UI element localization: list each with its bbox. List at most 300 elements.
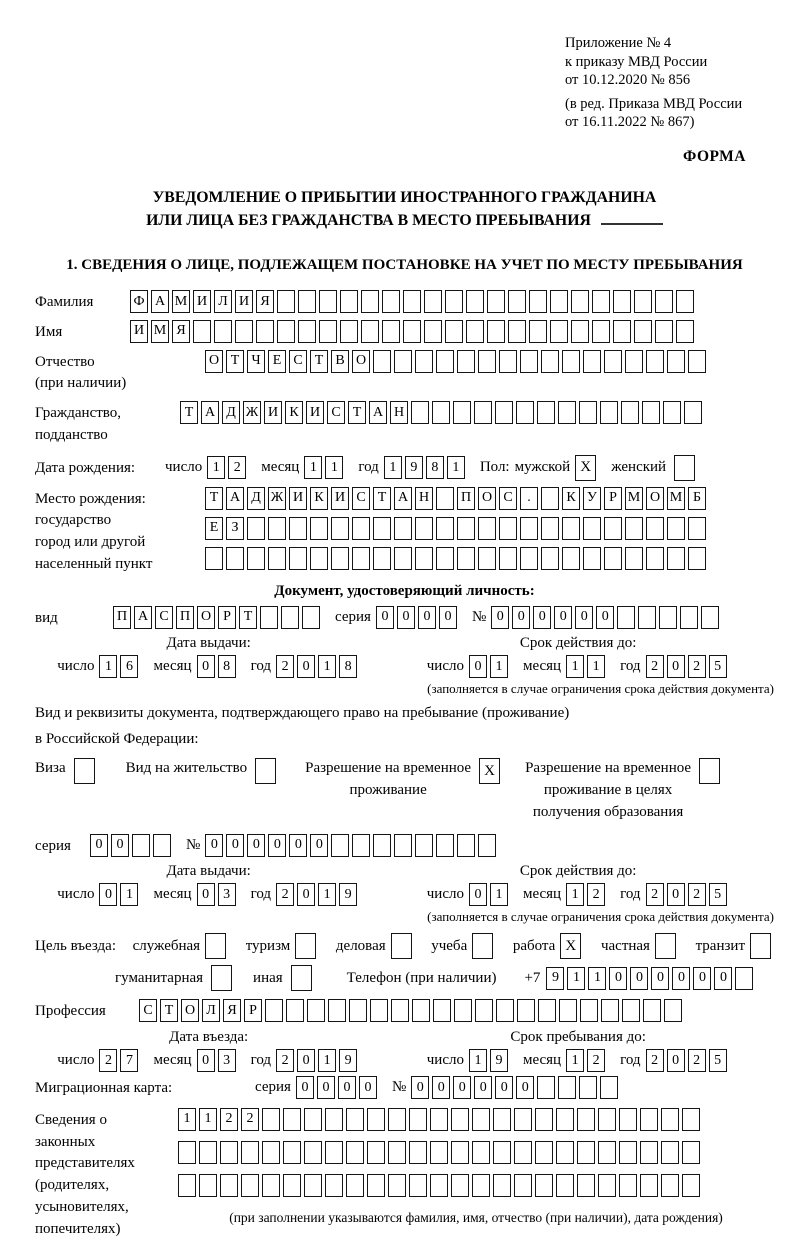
char-cell[interactable]	[619, 1141, 637, 1164]
char-cell[interactable]	[735, 967, 753, 990]
char-cell[interactable]: 0	[469, 655, 487, 678]
char-cell[interactable]	[302, 606, 320, 629]
char-cell[interactable]	[643, 999, 661, 1022]
char-cell[interactable]: Н	[390, 401, 408, 424]
char-cell[interactable]	[310, 517, 328, 540]
checkbox-cell[interactable]	[674, 455, 695, 481]
char-cell[interactable]	[153, 834, 171, 857]
char-cell[interactable]: Л	[202, 999, 220, 1022]
char-cell[interactable]: 9	[339, 1049, 357, 1072]
char-cell[interactable]: 0	[289, 834, 307, 857]
char-cell[interactable]	[436, 350, 454, 373]
char-cell[interactable]	[424, 290, 442, 313]
char-cell[interactable]	[538, 999, 556, 1022]
char-cell[interactable]: 0	[651, 967, 669, 990]
char-cell[interactable]: 0	[667, 883, 685, 906]
char-cell[interactable]	[373, 517, 391, 540]
char-cell[interactable]	[340, 290, 358, 313]
char-cell[interactable]	[667, 517, 685, 540]
char-cell[interactable]: 8	[339, 655, 357, 678]
char-cell[interactable]: 1	[325, 456, 343, 479]
char-cell[interactable]	[457, 547, 475, 570]
char-cell[interactable]	[600, 401, 618, 424]
char-cell[interactable]: 1	[304, 456, 322, 479]
char-cell[interactable]	[403, 320, 421, 343]
char-cell[interactable]	[325, 1108, 343, 1131]
char-cell[interactable]: 0	[297, 1049, 315, 1072]
char-cell[interactable]	[281, 606, 299, 629]
char-cell[interactable]	[235, 320, 253, 343]
char-cell[interactable]	[457, 834, 475, 857]
char-cell[interactable]	[382, 320, 400, 343]
char-cell[interactable]	[214, 320, 232, 343]
char-cell[interactable]	[388, 1108, 406, 1131]
char-cell[interactable]: А	[226, 487, 244, 510]
char-cell[interactable]: 1	[318, 1049, 336, 1072]
char-cell[interactable]: П	[176, 606, 194, 629]
char-cell[interactable]	[277, 290, 295, 313]
char-cell[interactable]: 1	[567, 967, 585, 990]
char-cell[interactable]	[436, 487, 454, 510]
char-cell[interactable]	[537, 1076, 555, 1099]
char-cell[interactable]: И	[331, 487, 349, 510]
char-cell[interactable]	[493, 1108, 511, 1131]
char-cell[interactable]	[642, 401, 660, 424]
char-cell[interactable]	[307, 999, 325, 1022]
char-cell[interactable]: К	[285, 401, 303, 424]
checkbox-cell[interactable]	[391, 933, 412, 959]
char-cell[interactable]: 0	[667, 1049, 685, 1072]
char-cell[interactable]	[478, 517, 496, 540]
char-cell[interactable]	[682, 1141, 700, 1164]
char-cell[interactable]	[676, 320, 694, 343]
char-cell[interactable]	[277, 320, 295, 343]
char-cell[interactable]	[520, 350, 538, 373]
char-cell[interactable]: 2	[241, 1108, 259, 1131]
char-cell[interactable]: О	[478, 487, 496, 510]
char-cell[interactable]	[621, 401, 639, 424]
char-cell[interactable]	[598, 1141, 616, 1164]
char-cell[interactable]	[535, 1108, 553, 1131]
char-cell[interactable]: 1	[447, 456, 465, 479]
char-cell[interactable]	[283, 1174, 301, 1197]
char-cell[interactable]: Н	[415, 487, 433, 510]
char-cell[interactable]	[598, 1108, 616, 1131]
char-cell[interactable]: 1	[318, 883, 336, 906]
char-cell[interactable]	[655, 290, 673, 313]
char-cell[interactable]	[367, 1141, 385, 1164]
char-cell[interactable]: 2	[587, 1049, 605, 1072]
char-cell[interactable]	[346, 1174, 364, 1197]
char-cell[interactable]: Т	[180, 401, 198, 424]
char-cell[interactable]: 0	[297, 883, 315, 906]
char-cell[interactable]: 2	[587, 883, 605, 906]
char-cell[interactable]: Я	[256, 290, 274, 313]
char-cell[interactable]	[472, 1108, 490, 1131]
char-cell[interactable]	[580, 999, 598, 1022]
char-cell[interactable]: 9	[490, 1049, 508, 1072]
char-cell[interactable]: Р	[604, 487, 622, 510]
char-cell[interactable]: С	[352, 487, 370, 510]
char-cell[interactable]: С	[499, 487, 517, 510]
char-cell[interactable]	[304, 1108, 322, 1131]
char-cell[interactable]: 0	[533, 606, 551, 629]
char-cell[interactable]	[472, 1141, 490, 1164]
char-cell[interactable]	[520, 517, 538, 540]
char-cell[interactable]: 0	[714, 967, 732, 990]
checkbox-cell[interactable]: X	[479, 758, 500, 784]
char-cell[interactable]	[445, 290, 463, 313]
char-cell[interactable]	[319, 320, 337, 343]
char-cell[interactable]: 0	[495, 1076, 513, 1099]
char-cell[interactable]	[409, 1108, 427, 1131]
char-cell[interactable]: К	[562, 487, 580, 510]
char-cell[interactable]: 1	[566, 1049, 584, 1072]
char-cell[interactable]	[373, 834, 391, 857]
char-cell[interactable]: 0	[247, 834, 265, 857]
char-cell[interactable]	[493, 1174, 511, 1197]
char-cell[interactable]	[613, 320, 631, 343]
char-cell[interactable]	[367, 1108, 385, 1131]
char-cell[interactable]	[487, 320, 505, 343]
char-cell[interactable]	[541, 517, 559, 540]
char-cell[interactable]	[617, 606, 635, 629]
char-cell[interactable]: 9	[405, 456, 423, 479]
char-cell[interactable]	[640, 1141, 658, 1164]
char-cell[interactable]	[583, 517, 601, 540]
char-cell[interactable]: 1	[207, 456, 225, 479]
char-cell[interactable]	[430, 1108, 448, 1131]
char-cell[interactable]: Т	[226, 350, 244, 373]
char-cell[interactable]	[370, 999, 388, 1022]
char-cell[interactable]	[331, 834, 349, 857]
char-cell[interactable]: Т	[205, 487, 223, 510]
char-cell[interactable]	[541, 350, 559, 373]
char-cell[interactable]	[415, 517, 433, 540]
char-cell[interactable]	[466, 320, 484, 343]
char-cell[interactable]	[701, 606, 719, 629]
char-cell[interactable]	[487, 290, 505, 313]
char-cell[interactable]	[535, 1141, 553, 1164]
checkbox-cell[interactable]	[655, 933, 676, 959]
char-cell[interactable]: М	[625, 487, 643, 510]
char-cell[interactable]	[571, 290, 589, 313]
char-cell[interactable]: 0	[197, 883, 215, 906]
char-cell[interactable]	[403, 290, 421, 313]
char-cell[interactable]: 1	[99, 655, 117, 678]
char-cell[interactable]	[625, 517, 643, 540]
char-cell[interactable]	[262, 1108, 280, 1131]
char-cell[interactable]	[298, 290, 316, 313]
char-cell[interactable]	[508, 290, 526, 313]
char-cell[interactable]	[622, 999, 640, 1022]
char-cell[interactable]	[514, 1141, 532, 1164]
char-cell[interactable]: 0	[296, 1076, 314, 1099]
char-cell[interactable]: Л	[214, 290, 232, 313]
char-cell[interactable]	[537, 401, 555, 424]
char-cell[interactable]	[579, 1076, 597, 1099]
char-cell[interactable]	[619, 1174, 637, 1197]
char-cell[interactable]	[508, 320, 526, 343]
char-cell[interactable]	[205, 547, 223, 570]
char-cell[interactable]	[265, 999, 283, 1022]
char-cell[interactable]	[367, 1174, 385, 1197]
char-cell[interactable]	[520, 547, 538, 570]
char-cell[interactable]	[579, 401, 597, 424]
char-cell[interactable]: И	[193, 290, 211, 313]
char-cell[interactable]	[286, 999, 304, 1022]
char-cell[interactable]: 1	[318, 655, 336, 678]
char-cell[interactable]: 2	[688, 655, 706, 678]
char-cell[interactable]	[529, 290, 547, 313]
char-cell[interactable]: 1	[588, 967, 606, 990]
char-cell[interactable]	[262, 1174, 280, 1197]
char-cell[interactable]	[453, 401, 471, 424]
char-cell[interactable]: 6	[120, 655, 138, 678]
char-cell[interactable]	[226, 547, 244, 570]
char-cell[interactable]	[436, 517, 454, 540]
char-cell[interactable]: 5	[709, 655, 727, 678]
char-cell[interactable]	[331, 517, 349, 540]
char-cell[interactable]	[604, 547, 622, 570]
char-cell[interactable]	[415, 834, 433, 857]
char-cell[interactable]	[361, 290, 379, 313]
char-cell[interactable]: А	[134, 606, 152, 629]
char-cell[interactable]: 1	[587, 655, 605, 678]
char-cell[interactable]: 8	[426, 456, 444, 479]
char-cell[interactable]	[436, 834, 454, 857]
char-cell[interactable]	[328, 999, 346, 1022]
char-cell[interactable]: М	[172, 290, 190, 313]
char-cell[interactable]: А	[369, 401, 387, 424]
char-cell[interactable]: 0	[596, 606, 614, 629]
char-cell[interactable]: 0	[667, 655, 685, 678]
char-cell[interactable]	[262, 1141, 280, 1164]
char-cell[interactable]	[499, 547, 517, 570]
char-cell[interactable]: О	[205, 350, 223, 373]
char-cell[interactable]	[556, 1141, 574, 1164]
char-cell[interactable]: 0	[205, 834, 223, 857]
char-cell[interactable]: 0	[491, 606, 509, 629]
char-cell[interactable]: 0	[609, 967, 627, 990]
char-cell[interactable]: Т	[310, 350, 328, 373]
char-cell[interactable]	[304, 1174, 322, 1197]
char-cell[interactable]: 2	[220, 1108, 238, 1131]
char-cell[interactable]: З	[226, 517, 244, 540]
char-cell[interactable]: Д	[247, 487, 265, 510]
char-cell[interactable]: 1	[199, 1108, 217, 1131]
char-cell[interactable]	[577, 1174, 595, 1197]
char-cell[interactable]: И	[306, 401, 324, 424]
char-cell[interactable]	[646, 350, 664, 373]
char-cell[interactable]	[178, 1141, 196, 1164]
char-cell[interactable]: 0	[197, 655, 215, 678]
char-cell[interactable]	[298, 320, 316, 343]
char-cell[interactable]	[424, 320, 442, 343]
char-cell[interactable]	[331, 547, 349, 570]
char-cell[interactable]	[319, 290, 337, 313]
char-cell[interactable]	[577, 1108, 595, 1131]
char-cell[interactable]	[592, 320, 610, 343]
char-cell[interactable]	[495, 401, 513, 424]
char-cell[interactable]: Р	[218, 606, 236, 629]
char-cell[interactable]	[268, 517, 286, 540]
char-cell[interactable]	[289, 517, 307, 540]
char-cell[interactable]: С	[327, 401, 345, 424]
checkbox-cell[interactable]	[472, 933, 493, 959]
checkbox-cell[interactable]	[699, 758, 720, 784]
char-cell[interactable]	[394, 517, 412, 540]
char-cell[interactable]: А	[201, 401, 219, 424]
char-cell[interactable]	[550, 290, 568, 313]
char-cell[interactable]: И	[289, 487, 307, 510]
char-cell[interactable]	[241, 1141, 259, 1164]
char-cell[interactable]	[430, 1174, 448, 1197]
char-cell[interactable]: 3	[218, 883, 236, 906]
char-cell[interactable]	[451, 1108, 469, 1131]
char-cell[interactable]: 1	[178, 1108, 196, 1131]
char-cell[interactable]	[388, 1174, 406, 1197]
char-cell[interactable]	[661, 1141, 679, 1164]
char-cell[interactable]	[260, 606, 278, 629]
char-cell[interactable]: М	[151, 320, 169, 343]
checkbox-cell[interactable]	[74, 758, 95, 784]
char-cell[interactable]: 0	[338, 1076, 356, 1099]
char-cell[interactable]	[415, 350, 433, 373]
char-cell[interactable]	[247, 517, 265, 540]
char-cell[interactable]	[178, 1174, 196, 1197]
char-cell[interactable]: Т	[239, 606, 257, 629]
char-cell[interactable]	[325, 1174, 343, 1197]
char-cell[interactable]: 0	[411, 1076, 429, 1099]
char-cell[interactable]: Ч	[247, 350, 265, 373]
checkbox-cell[interactable]	[291, 965, 312, 991]
char-cell[interactable]	[688, 350, 706, 373]
char-cell[interactable]: 0	[310, 834, 328, 857]
char-cell[interactable]	[556, 1174, 574, 1197]
char-cell[interactable]: 0	[469, 883, 487, 906]
char-cell[interactable]: 0	[317, 1076, 335, 1099]
char-cell[interactable]: О	[646, 487, 664, 510]
char-cell[interactable]	[478, 547, 496, 570]
char-cell[interactable]: 7	[120, 1049, 138, 1072]
char-cell[interactable]: П	[457, 487, 475, 510]
char-cell[interactable]	[496, 999, 514, 1022]
char-cell[interactable]	[409, 1141, 427, 1164]
char-cell[interactable]: Б	[688, 487, 706, 510]
char-cell[interactable]: 0	[90, 834, 108, 857]
char-cell[interactable]	[664, 999, 682, 1022]
char-cell[interactable]: М	[667, 487, 685, 510]
char-cell[interactable]	[688, 517, 706, 540]
char-cell[interactable]: Т	[160, 999, 178, 1022]
char-cell[interactable]: Д	[222, 401, 240, 424]
char-cell[interactable]: И	[235, 290, 253, 313]
char-cell[interactable]: 0	[432, 1076, 450, 1099]
char-cell[interactable]	[220, 1174, 238, 1197]
char-cell[interactable]: 2	[646, 1049, 664, 1072]
char-cell[interactable]	[601, 999, 619, 1022]
char-cell[interactable]: В	[331, 350, 349, 373]
checkbox-cell[interactable]	[255, 758, 276, 784]
char-cell[interactable]	[199, 1141, 217, 1164]
char-cell[interactable]	[283, 1141, 301, 1164]
char-cell[interactable]	[394, 547, 412, 570]
char-cell[interactable]	[604, 517, 622, 540]
char-cell[interactable]	[638, 606, 656, 629]
char-cell[interactable]	[558, 401, 576, 424]
char-cell[interactable]	[592, 290, 610, 313]
char-cell[interactable]	[499, 350, 517, 373]
char-cell[interactable]: 0	[672, 967, 690, 990]
char-cell[interactable]	[457, 517, 475, 540]
char-cell[interactable]	[388, 1141, 406, 1164]
char-cell[interactable]	[655, 320, 673, 343]
char-cell[interactable]: У	[583, 487, 601, 510]
char-cell[interactable]	[535, 1174, 553, 1197]
title-blank-line[interactable]	[601, 209, 663, 225]
char-cell[interactable]: Ж	[268, 487, 286, 510]
char-cell[interactable]	[559, 999, 577, 1022]
char-cell[interactable]	[241, 1174, 259, 1197]
char-cell[interactable]	[451, 1174, 469, 1197]
char-cell[interactable]: 0	[197, 1049, 215, 1072]
char-cell[interactable]	[474, 401, 492, 424]
char-cell[interactable]: 1	[566, 883, 584, 906]
char-cell[interactable]	[541, 547, 559, 570]
char-cell[interactable]	[325, 1141, 343, 1164]
char-cell[interactable]: К	[310, 487, 328, 510]
char-cell[interactable]: 2	[688, 1049, 706, 1072]
char-cell[interactable]	[436, 547, 454, 570]
char-cell[interactable]	[394, 834, 412, 857]
char-cell[interactable]	[499, 517, 517, 540]
char-cell[interactable]	[352, 547, 370, 570]
checkbox-cell[interactable]	[295, 933, 316, 959]
char-cell[interactable]: 2	[228, 456, 246, 479]
char-cell[interactable]	[667, 547, 685, 570]
char-cell[interactable]: Т	[348, 401, 366, 424]
char-cell[interactable]	[663, 401, 681, 424]
char-cell[interactable]	[304, 1141, 322, 1164]
char-cell[interactable]	[646, 517, 664, 540]
char-cell[interactable]: Е	[205, 517, 223, 540]
char-cell[interactable]	[346, 1141, 364, 1164]
char-cell[interactable]: 1	[490, 883, 508, 906]
char-cell[interactable]	[661, 1174, 679, 1197]
char-cell[interactable]	[352, 834, 370, 857]
checkbox-cell[interactable]: X	[575, 455, 596, 481]
char-cell[interactable]: 0	[397, 606, 415, 629]
char-cell[interactable]: 1	[566, 655, 584, 678]
char-cell[interactable]	[562, 517, 580, 540]
char-cell[interactable]: 0	[453, 1076, 471, 1099]
char-cell[interactable]: 0	[474, 1076, 492, 1099]
char-cell[interactable]: Т	[373, 487, 391, 510]
char-cell[interactable]	[556, 1108, 574, 1131]
char-cell[interactable]: 0	[297, 655, 315, 678]
char-cell[interactable]: 2	[688, 883, 706, 906]
char-cell[interactable]: 1	[120, 883, 138, 906]
char-cell[interactable]	[349, 999, 367, 1022]
char-cell[interactable]: И	[264, 401, 282, 424]
char-cell[interactable]	[193, 320, 211, 343]
char-cell[interactable]: 5	[709, 883, 727, 906]
char-cell[interactable]	[577, 1141, 595, 1164]
char-cell[interactable]	[640, 1174, 658, 1197]
checkbox-cell[interactable]	[211, 965, 232, 991]
char-cell[interactable]	[394, 350, 412, 373]
